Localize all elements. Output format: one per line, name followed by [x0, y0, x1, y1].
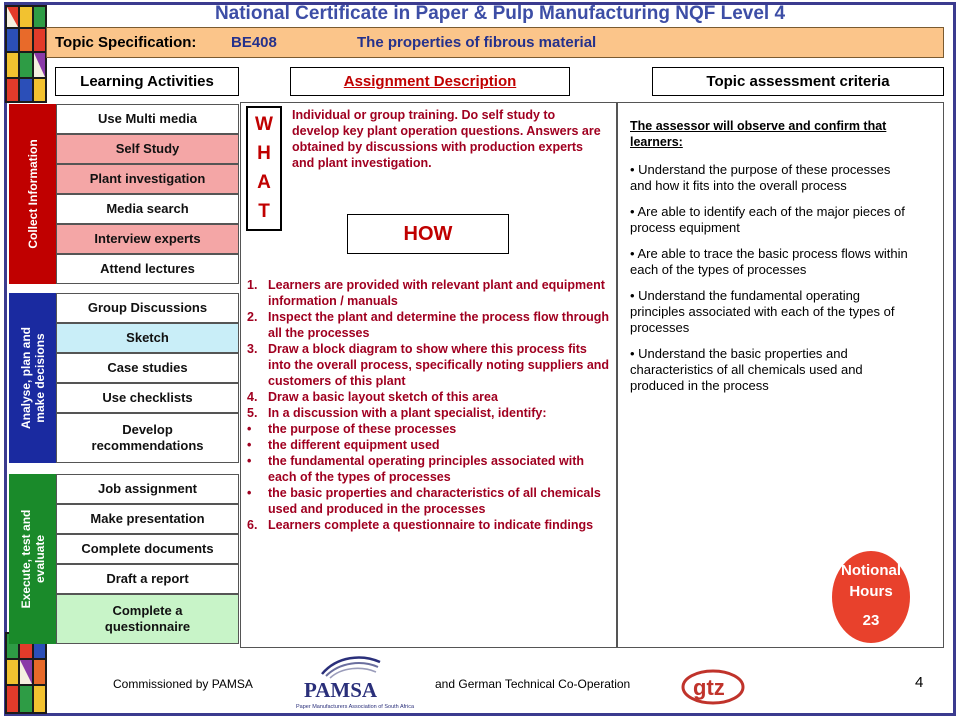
step-marker: 6.	[247, 518, 258, 532]
step-text: Learners are provided with relevant plant and equipment information / manuals	[268, 278, 605, 308]
page-number: 4	[915, 674, 924, 691]
activity-plant-investigation: Plant investigation	[56, 164, 239, 194]
activity-self-study: Self Study	[56, 134, 239, 164]
activity-draft-a-report: Draft a report	[56, 564, 239, 594]
how-steps-list	[247, 277, 613, 533]
topic-label: Topic Specification:	[55, 34, 197, 51]
step-text: the fundamental operating principles associated with each of the types of processes	[268, 454, 585, 484]
how-step	[247, 389, 613, 405]
step-text: the purpose of these processes	[268, 422, 457, 436]
topic-code: BE408	[231, 34, 277, 51]
what-letter: T	[258, 201, 270, 222]
activity-use-checklists: Use checklists	[56, 383, 239, 413]
activity-complete-a-questionnaire: Complete a questionnaire	[56, 594, 239, 644]
notional-hours-label: Hours	[849, 583, 893, 600]
criteria-heading: The assessor will observe and confirm that learners:	[630, 119, 887, 149]
step-marker: •	[247, 438, 252, 452]
page-title: National Certificate in Paper & Pulp Manufacturing NQF Level 4	[214, 3, 786, 24]
step-marker: •	[247, 422, 252, 436]
activity-sketch: Sketch	[56, 323, 239, 353]
step-marker: 1.	[247, 278, 258, 292]
activity-develop-recommendations: Develop recommendations	[56, 413, 239, 463]
section-label-collect-information	[9, 104, 56, 284]
step-text: Draw a block diagram to show where this process fits into the overall process, specifically noting suppliers and customers of this plant	[268, 342, 610, 388]
notional-label: Notional	[841, 562, 901, 579]
what-letter: W	[255, 114, 273, 135]
activity-case-studies: Case studies	[56, 353, 239, 383]
activity-group-discussions: Group Discussions	[56, 293, 239, 323]
section-label-execute-test	[9, 474, 56, 644]
criteria-item: • Understand the basic properties and characteristics of all chemicals used and produced in the process	[630, 346, 863, 393]
gtz-logo-text: gtz	[693, 675, 725, 700]
how-step	[247, 309, 613, 341]
section-label-analyse-plan	[9, 293, 56, 463]
criteria-item: • Are able to identify each of the major pieces of process equipment	[630, 204, 905, 235]
activity-interview-experts: Interview experts	[56, 224, 239, 254]
how-step	[247, 437, 613, 453]
section-label-text: Collect Information	[25, 139, 40, 249]
how-step	[247, 277, 613, 309]
notional-hours-badge	[832, 551, 910, 643]
step-marker: 5.	[247, 406, 258, 420]
criteria-item: • Are able to trace the basic process flows within each of the types of processes	[630, 246, 908, 277]
how-label: HOW	[347, 214, 509, 254]
pamsa-logo-text: PAMSA	[304, 678, 378, 702]
how-step	[247, 405, 613, 421]
section-label-text: make decisions	[32, 333, 47, 423]
header-assignment-description: Assignment Description	[290, 67, 570, 96]
footer-commissioned: Commissioned by PAMSA	[113, 677, 253, 691]
what-description: Individual or group training. Do self study to develop key plant operation questions. Answers are obtained by discussions with production experts and plant investigation.	[292, 108, 601, 170]
how-step	[247, 421, 613, 437]
step-marker: 3.	[247, 342, 258, 356]
step-marker: 2.	[247, 310, 258, 324]
activity-job-assignment: Job assignment	[56, 474, 239, 504]
activity-use-multi-media: Use Multi media	[56, 104, 239, 134]
header-topic-assessment-criteria: Topic assessment criteria	[652, 67, 944, 96]
what-letter: A	[257, 172, 271, 193]
section-label-text: evaluate	[32, 534, 47, 584]
step-marker: •	[247, 486, 252, 500]
criteria-item: • Understand the fundamental operating principles associated with each of the types of processes	[630, 288, 895, 335]
decorative-pattern-bottom	[5, 632, 47, 714]
pamsa-logo	[292, 652, 426, 712]
how-step	[247, 485, 613, 517]
step-marker: •	[247, 454, 252, 468]
gtz-logo	[680, 668, 746, 706]
activity-media-search: Media search	[56, 194, 239, 224]
step-marker: 4.	[247, 390, 258, 404]
section-label-text: Execute, test and	[18, 509, 33, 609]
activity-attend-lectures: Attend lectures	[56, 254, 239, 284]
header-learning-activities: Learning Activities	[55, 67, 239, 96]
what-letter: H	[257, 143, 271, 164]
step-text: Draw a basic layout sketch of this area	[268, 390, 498, 404]
footer-cooperation: and German Technical Co-Operation	[435, 677, 631, 691]
step-text: Inspect the plant and determine the process flow through all the processes	[268, 310, 610, 340]
step-text: the different equipment used	[268, 438, 440, 452]
section-label-text: Analyse, plan and	[18, 326, 33, 430]
criteria-list	[630, 162, 908, 404]
decorative-pattern-top	[5, 5, 47, 103]
pamsa-tagline: Paper Manufacturers Association of South Africa	[296, 704, 415, 710]
step-text: Learners complete a questionnaire to indicate findings	[268, 518, 594, 532]
step-text: In a discussion with a plant specialist, identify:	[268, 406, 547, 420]
topic-description: The properties of fibrous material	[357, 34, 597, 51]
what-box	[246, 106, 282, 231]
notional-hours-value: 23	[862, 612, 880, 629]
criteria-item: • Understand the purpose of these processes and how it fits into the overall process	[630, 162, 891, 193]
activity-make-presentation: Make presentation	[56, 504, 239, 534]
step-text: the basic properties and characteristics of all chemicals used and produced in the processes	[268, 486, 601, 516]
how-step	[247, 453, 613, 485]
how-step	[247, 517, 613, 533]
topic-specification-bar	[46, 27, 944, 58]
activity-complete-documents: Complete documents	[56, 534, 239, 564]
how-step	[247, 341, 613, 389]
